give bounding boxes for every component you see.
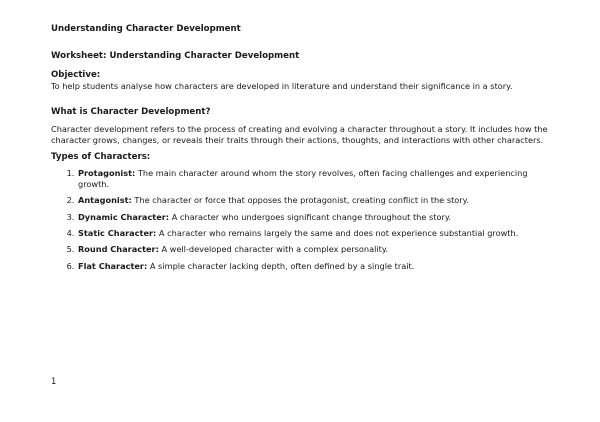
objective-heading: Objective: xyxy=(51,69,101,80)
section-paragraph: Character development refers to the process of creating and evolving a character throughout a story. It includes how the character grows, changes, or reveals their traits through their actions, thoughts, and interactions with other characters. xyxy=(51,124,548,146)
list-item xyxy=(77,261,556,272)
list-item-term: Static Character: xyxy=(78,228,157,239)
list-item-term: Protagonist: xyxy=(78,168,136,179)
worksheet-title: Worksheet: Understanding Character Development xyxy=(51,51,300,62)
list-item-term: Dynamic Character: xyxy=(78,211,170,222)
list-item-description: A character who undergoes significant change throughout the story. xyxy=(169,211,452,222)
section-heading: What is Character Development? xyxy=(51,106,211,117)
list-item-description: The character or force that opposes the protagonist, creating conflict in the story. xyxy=(131,195,469,206)
list-item-description: The main character around whom the story revolves, often facing challenges and experiencing growth. xyxy=(78,168,528,190)
list-item xyxy=(77,212,556,223)
types-heading: Types of Characters: xyxy=(51,151,151,162)
character-types-list xyxy=(51,168,556,271)
list-item-term: Flat Character: xyxy=(78,260,148,271)
list-item xyxy=(77,228,556,239)
list-item xyxy=(77,195,556,206)
list-item-description: A simple character lacking depth, often defined by a single trait. xyxy=(147,260,415,271)
list-item-description: A well-developed character with a complex personality. xyxy=(158,244,389,255)
list-item-term: Antagonist: xyxy=(78,195,132,206)
document-title: Understanding Character Development xyxy=(51,24,241,34)
list-item xyxy=(77,168,556,190)
objective-text: To help students analyse how characters are developed in literature and understand their significance in a story. xyxy=(51,81,513,92)
list-item-description: A character who remains largely the same and does not experience substantial growth. xyxy=(156,228,519,239)
document-body xyxy=(51,24,556,277)
list-item xyxy=(77,244,556,255)
list-item-term: Round Character: xyxy=(78,244,159,255)
page-number: 1 xyxy=(51,376,57,386)
